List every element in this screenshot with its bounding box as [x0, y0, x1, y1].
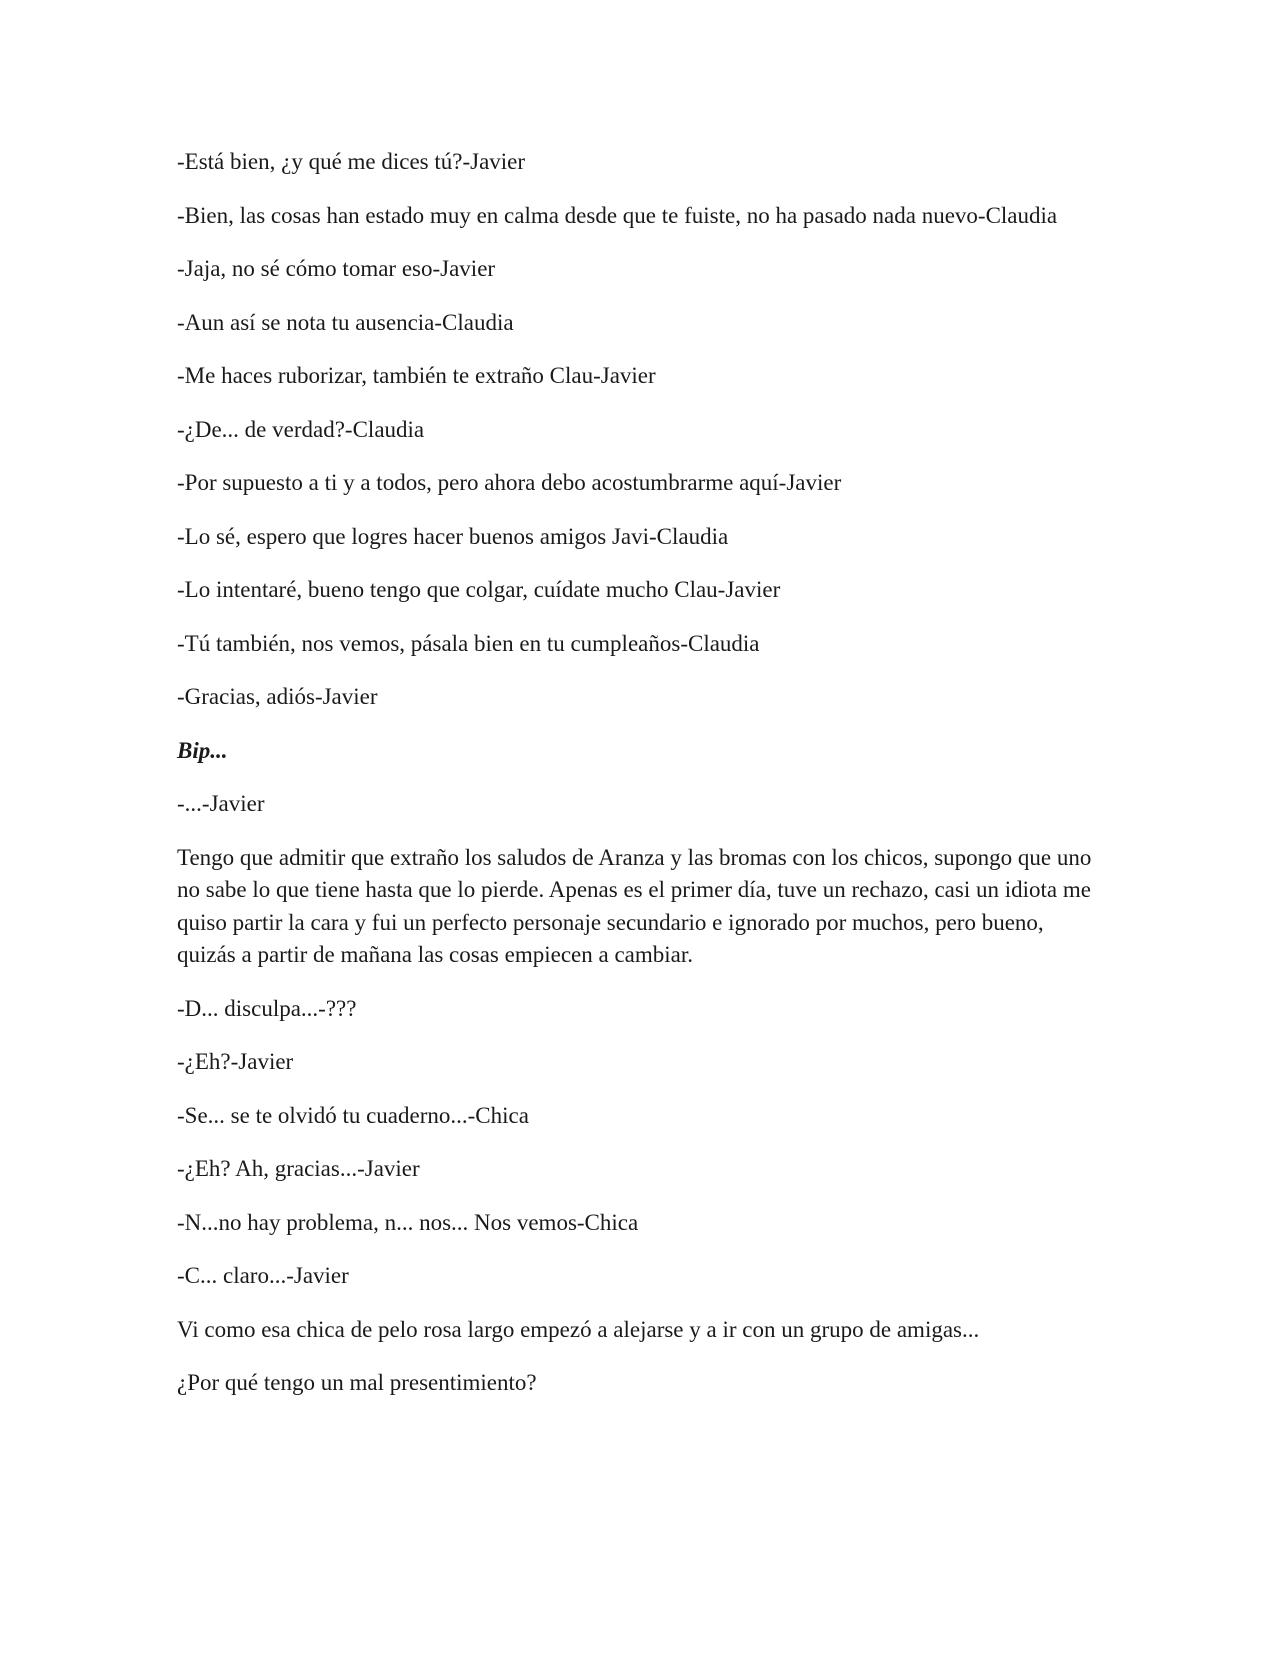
narration-paragraph: ¿Por qué tengo un mal presentimiento? [177, 1370, 537, 1395]
dialogue-line: -D... disculpa...-??? [177, 995, 357, 1021]
dialogue-line: -¿Eh? Ah, gracias...-Javier [177, 1156, 420, 1181]
sound-effect-text: Bip... [177, 737, 228, 763]
dialogue-line: -Lo intentaré, bueno tengo que colgar, cuídate mucho Clau-Javier [177, 577, 781, 602]
dialogue-line: -Por supuesto a ti y a todos, pero ahora debo acostumbrarme aquí-Javier [177, 470, 842, 495]
dialogue-line: -¿Eh?-Javier [177, 1049, 294, 1074]
narration-paragraph: Tengo que admitir que extraño los saludos de Aranza y las bromas con los chicos, supongo que uno no sabe lo que tiene hasta que lo pierde. Apenas es el primer día, tuve un rechazo, casi un idiota me quiso partir la cara y fui un perfecto personaje secundario e ignorado por muchos, pero bueno, quizás a partir de mañana las cosas empiecen a cambiar. [177, 844, 1092, 967]
dialogue-line: -Se... se te olvidó tu cuaderno...-Chica [177, 1102, 529, 1128]
dialogue-line: -...-Javier [177, 791, 265, 816]
dialogue-line: -N...no hay problema, n... nos... Nos vemos-Chica [177, 1209, 639, 1235]
dialogue-line: -¿De... de verdad?-Claudia [177, 416, 425, 442]
dialogue-line: -Gracias, adiós-Javier [177, 684, 378, 709]
dialogue-line: -Tú también, nos vemos, pásala bien en tu cumpleaños-Claudia [177, 630, 760, 656]
dialogue-line: -Lo sé, espero que logres hacer buenos amigos Javi-Claudia [177, 523, 729, 549]
narration-paragraph: Vi como esa chica de pelo rosa largo empezó a alejarse y a ir con un grupo de amigas... [177, 1316, 980, 1342]
dialogue-line: -Bien, las cosas han estado muy en calma desde que te fuiste, no ha pasado nada nuevo-Claudia [177, 202, 1058, 228]
dialogue-line: -Aun así se nota tu ausencia-Claudia [177, 309, 514, 335]
document-page [177, 146, 1097, 1421]
dialogue-line: -C... claro...-Javier [177, 1263, 349, 1288]
dialogue-line: -Me haces ruborizar, también te extraño Clau-Javier [177, 363, 656, 388]
dialogue-line: -Jaja, no sé cómo tomar eso-Javier [177, 256, 496, 281]
dialogue-line: -Está bien, ¿y qué me dices tú?-Javier [177, 149, 526, 174]
